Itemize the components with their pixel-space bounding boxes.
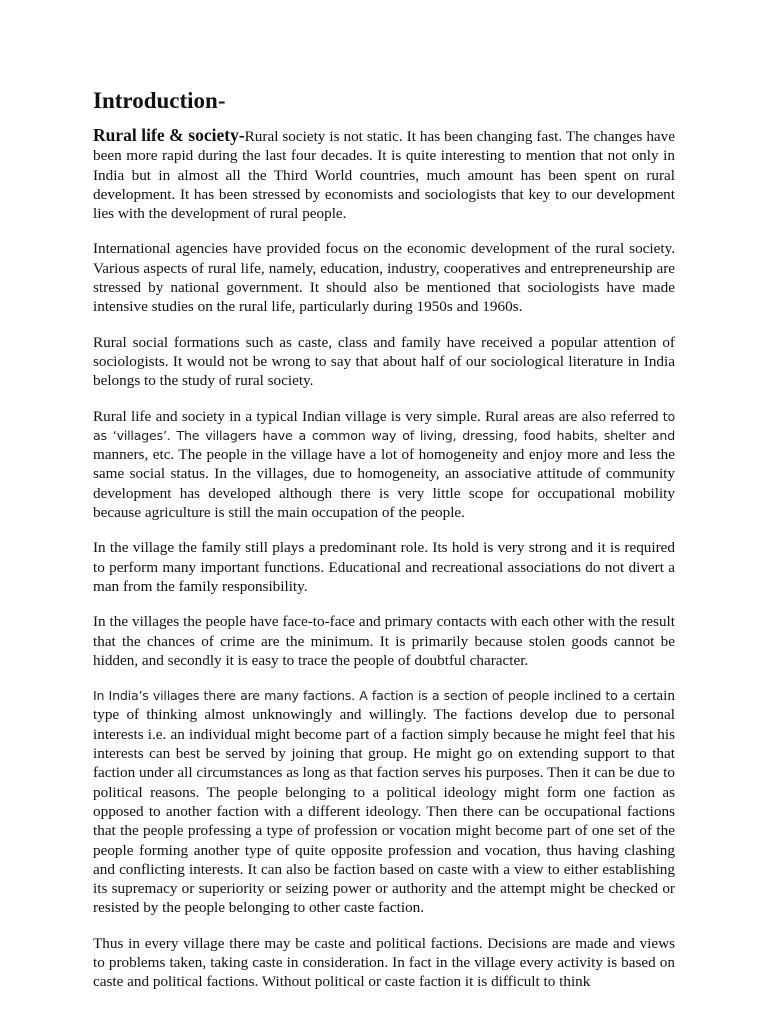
- paragraph-caste-political: Thus in every village there may be caste and political factions. Decisions are made and views to problems taken, taking caste in consideration. In fact in the village every activity is based on caste and political factions. Without political or caste faction it is difficult to think: [93, 934, 675, 991]
- paragraph-text: Rural society is not static. It has been changing fast. The changes have been more rapid during the last four decades. It is quite interesting to mention that not only in India but in almost all the Third World countries, much amount has been spent on rural development. It has been stressed by economists and sociologists that key to our development lies with the development of rural people.: [93, 128, 676, 223]
- paragraph-rural-life: [93, 126, 675, 223]
- paragraph-factions: [93, 686, 675, 918]
- paragraph-lead: Rural life & society-: [93, 125, 245, 145]
- page-title: Introduction-: [93, 88, 226, 113]
- paragraph-text: Rural life and society in a typical Indian village is very simple. Rural areas are also referred: [93, 407, 663, 425]
- paragraph-village-life: [93, 407, 675, 523]
- paragraph-text: certain type of thinking almost unknowingly and willingly. The factions develop due to personal interests i.e. an individual might become part of a faction simply because he might feel that his interests can best be served by joining that group. He might go on extending support to that faction under all circumstances as long as that faction serves his purposes. Then it can be due to political reasons. The people belonging to a political ideology might form one faction as opposed to another faction with a different ideology. Then there can be occupational factions that the people professing a type of profession or vocation might become part of one set of the people forming another type of quite opposite profession and vocation, thus having clashing and conflicting interests. It can also be faction based on caste with a view to either establishing its supremacy or superiority or seizing power or authority and the attempt might be checked or resisted by the people belonging to other caste faction.: [93, 687, 675, 917]
- paragraph-social-formations: Rural social formations such as caste, class and family have received a popular attention of sociologists. It would not be wrong to say that about half of our sociological literature in India belongs to the study of rural society.: [93, 333, 675, 390]
- paragraph-text-sans: to as ‘villages’. The villagers have a common way of living, dressing, food habits, shelter and: [93, 408, 675, 443]
- paragraph-text-sans: In India’s villages there are many factions. A faction is a section of people inclined to a: [93, 688, 630, 704]
- paragraph-text: manners, etc. The people in the village have a lot of homogeneity and enjoy more and less the same social status. In the villages, due to homogeneity, an associative attitude of community development has developed although there is very little scope for occupational mobility because agriculture is still the main occupation of the people.: [93, 446, 675, 522]
- paragraph-international-agencies: International agencies have provided focus on the economic development of the rural society. Various aspects of rural life, namely, education, industry, cooperatives and entrepreneurship are stressed by national government. It should also be mentioned that sociologists have made intensive studies on the rural life, particularly during 1950s and 1960s.: [93, 240, 675, 316]
- document-body: [93, 86, 675, 992]
- paragraph-primary-contacts: In the villages the people have face-to-face and primary contacts with each other with the result that the chances of crime are the minimum. It is primarily because stolen goods cannot be hidden, and secondly it is easy to trace the people of doubtful character.: [93, 613, 675, 669]
- paragraph-family-role: In the village the family still plays a predominant role. Its hold is very strong and it is required to perform many important functions. Educational and recreational associations do not divert a man from the family responsibility.: [93, 539, 675, 595]
